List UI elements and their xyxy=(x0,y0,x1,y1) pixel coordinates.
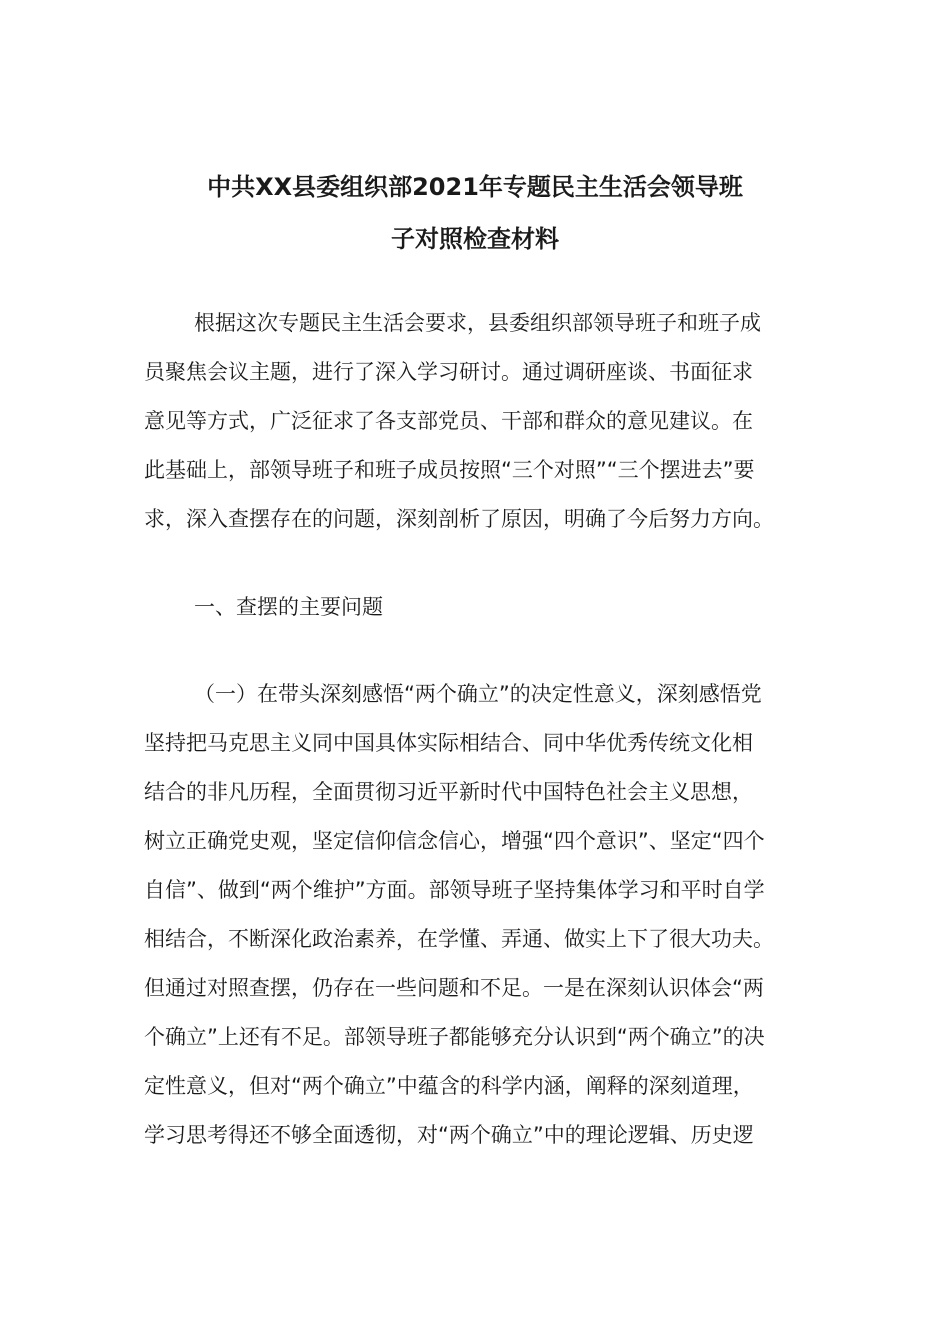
section-line-4: 树立正确党史观，坚定信仰信念信心，增强“四个意识”、坚定“四个 xyxy=(144,829,765,853)
section-line-10: 学习思考得还不够全面透彻，对“两个确立”中的理论逻辑、历史逻 xyxy=(144,1123,754,1147)
title-line-1: 中共XX县委组织部2021年专题民主生活会领导班 xyxy=(207,173,743,201)
intro-line-3: 意见等方式，广泛征求了各支部党员、干部和群众的意见建议。在 xyxy=(144,409,753,433)
section-line-3: 结合的非凡历程，全面贯彻习近平新时代中国特色社会主义思想， xyxy=(144,780,753,804)
section-line-5: 自信”、做到“两个维护”方面。部领导班子坚持集体学习和平时自学 xyxy=(144,878,765,902)
section-line-7: 但通过对照查摆，仍存在一些问题和不足。一是在深刻认识体会“两 xyxy=(144,976,764,1000)
intro-paragraph xyxy=(144,299,806,544)
section-paragraph xyxy=(144,670,806,1160)
section-heading: 一、查摆的主要问题 xyxy=(194,595,383,619)
section-line-9: 定性意义，但对“两个确立”中蕴含的科学内涵，阐释的深刻道理， xyxy=(144,1074,754,1098)
section-line-2: 坚持把马克思主义同中国具体实际相结合、同中华优秀传统文化相 xyxy=(144,731,753,755)
document-title xyxy=(140,161,810,265)
intro-line-5: 求，深入查摆存在的问题，深刻剖析了原因，明确了今后努力方向。 xyxy=(144,507,774,531)
section-line-1: （一）在带头深刻感悟“两个确立”的决定性意义，深刻感悟党 xyxy=(194,682,762,706)
intro-line-2: 员聚焦会议主题，进行了深入学习研讨。通过调研座谈、书面征求 xyxy=(144,360,753,384)
section-line-8: 个确立”上还有不足。部领导班子都能够充分认识到“两个确立”的决 xyxy=(144,1025,765,1049)
section-line-6: 相结合，不断深化政治素养，在学懂、弄通、做实上下了很大功夫。 xyxy=(144,927,774,951)
intro-line-1: 根据这次专题民主生活会要求，县委组织部领导班子和班子成 xyxy=(194,311,761,335)
title-line-2: 子对照检查材料 xyxy=(391,225,559,253)
intro-line-4: 此基础上，部领导班子和班子成员按照“三个对照”“三个摆进去”要 xyxy=(144,458,755,482)
